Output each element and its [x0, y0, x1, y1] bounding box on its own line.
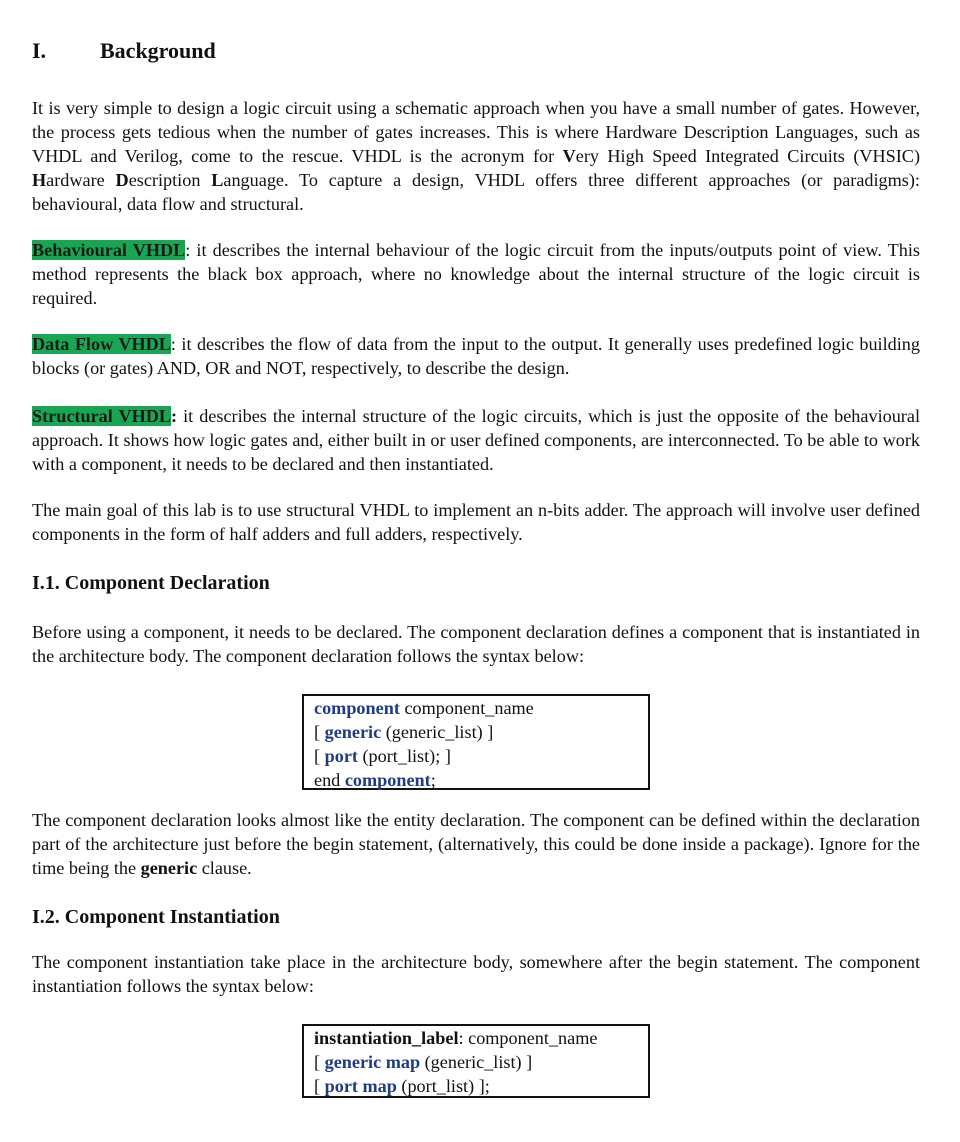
- code-line: [ port map (port_list) ];: [314, 1076, 490, 1096]
- code-line: end component;: [314, 770, 436, 790]
- instantiation-code-box: [302, 1024, 650, 1098]
- structural-paragraph: Structural VHDL: it describes the internal structure of the logic circuits, which is just the opposite of the behavioural approach. It shows how logic gates and, either built in or user defined components, are interconnected. To be able to work with a component, it needs to be declared and then instantiated.: [32, 406, 920, 474]
- dataflow-paragraph: Data Flow VHDL: it describes the flow of data from the input to the output. It generally uses predefined logic building blocks (or gates) AND, OR and NOT, respectively, to describe the design.: [32, 334, 920, 378]
- behavioural-paragraph: Behavioural VHDL: it describes the internal behaviour of the logic circuit from the inputs/outputs point of view. This method represents the black box approach, where no knowledge about the internal structure of the logic circuit is required.: [32, 240, 920, 308]
- declaration-heading: I.1. Component Declaration: [32, 572, 270, 594]
- declaration-after-paragraph: The component declaration looks almost like the entity declaration. The component can be defined within the declaration part of the architecture just before the begin statement, (alternatively, this could be done inside a package). Ignore for the time being the generic clause.: [32, 810, 920, 878]
- structural-term: Structural VHDL: [32, 406, 172, 426]
- section-title: Background: [100, 38, 216, 63]
- code-line: component component_name: [314, 698, 534, 718]
- code-line: instantiation_label: component_name: [314, 1028, 598, 1048]
- intro-paragraph: It is very simple to design a logic circuit using a schematic approach when you have a small number of gates. However, the process gets tedious when the number of gates increases. This is where Hardware Description Languages, such as VHDL and Verilog, come to the rescue. VHDL is the acronym for Very High Speed Integrated Circuits (VHSIC) Hardware Description Language. To capture a design, VHDL offers three different approaches (or paradigms): behavioural, data flow and structural.: [32, 98, 920, 214]
- dataflow-term: Data Flow VHDL: [32, 334, 171, 354]
- code-line: [ generic (generic_list) ]: [314, 722, 494, 742]
- declaration-paragraph: Before using a component, it needs to be declared. The component declaration defines a component that is instantiated in the architecture body. The component declaration follows the syntax below:: [32, 622, 920, 666]
- instantiation-paragraph: The component instantiation take place in the architecture body, somewhere after the begin statement. The component instantiation follows the syntax below:: [32, 952, 920, 996]
- declaration-code-box: [302, 694, 650, 790]
- code-line: [ port (port_list); ]: [314, 746, 451, 766]
- code-line: [ generic map (generic_list) ]: [314, 1052, 533, 1072]
- section-number: I.: [32, 38, 47, 63]
- behavioural-term: Behavioural VHDL: [32, 240, 186, 260]
- instantiation-heading: I.2. Component Instantiation: [32, 906, 280, 928]
- goal-paragraph: The main goal of this lab is to use structural VHDL to implement an n-bits adder. The approach will involve user defined components in the form of half adders and full adders, respectively.: [32, 500, 920, 544]
